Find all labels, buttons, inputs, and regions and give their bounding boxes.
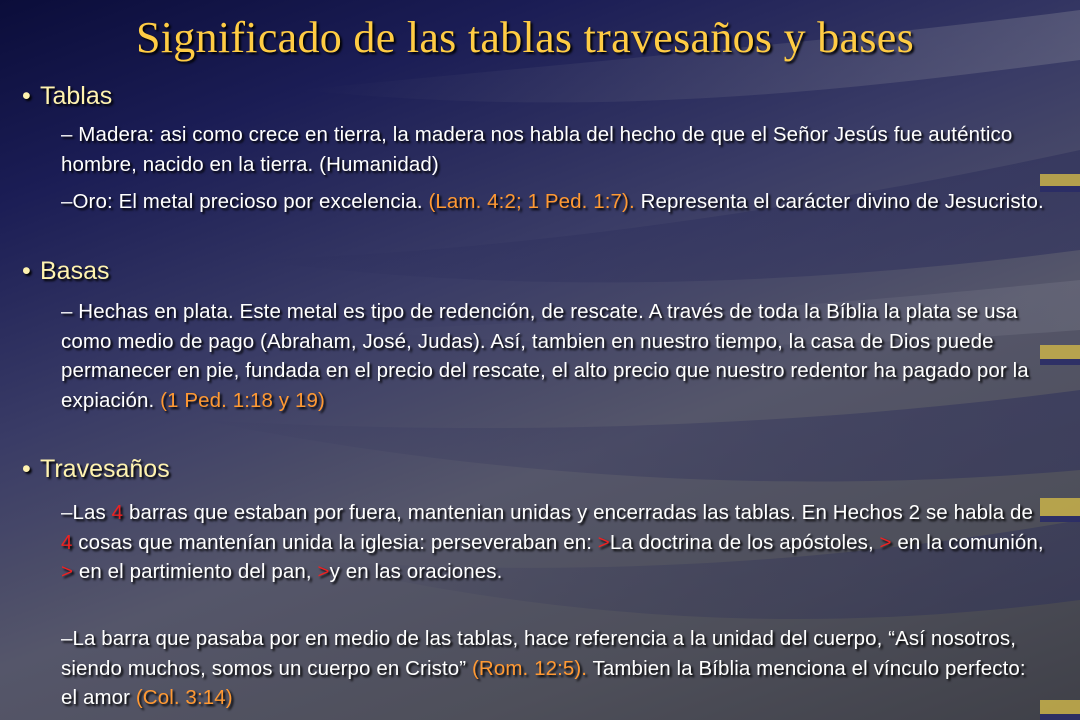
sub-text: cosas que mantenían unida la iglesia: perseveraban en:: [72, 530, 598, 554]
bullet-heading: Tablas: [40, 82, 113, 110]
slide-title: Significado de las tablas travesaños y bases: [135, 13, 915, 62]
sub-item-barras: [61, 498, 1046, 587]
bible-reference: (Lam. 4:2; 1 Ped. 1:7).: [428, 190, 635, 213]
bullet-heading: Travesaños: [40, 455, 170, 483]
highlight-text: >: [61, 560, 74, 583]
sub-item-oro: [61, 187, 1046, 217]
bullet-heading: Basas: [40, 257, 110, 285]
bullet-dot-icon: •: [22, 257, 31, 285]
sub-text: –Las: [61, 501, 112, 524]
sub-text: Representa el carácter divino de Jesucristo.: [640, 190, 1044, 213]
highlight-text: >: [317, 560, 330, 583]
bible-reference: (1 Ped. 1:18 y 19): [160, 388, 325, 412]
sub-text: – Hechas en plata. Este metal es tipo de redención, de rescate. A través de toda la Bíblia la plata se usa como medio de pago (Abraham, José, Judas). Así, tambien en nuestro tiempo, la casa de Dios puede permanecer en pie, fundada en el precio del rescate, el alto precio que nuestro redentor ha pagado por la expiación.: [61, 300, 1029, 412]
sub-text: La doctrina de los apóstoles,: [609, 530, 880, 554]
bible-reference: (Col. 3:14): [135, 686, 233, 709]
bullet-dot-icon: •: [22, 455, 31, 483]
bullet-travesanos: [22, 455, 170, 484]
sub-item-plata: [61, 297, 1046, 415]
sub-item-barra-medio: [61, 624, 1046, 713]
sub-text: –La barra que pasaba por en medio de las tablas, hace referencia a la unidad del cuerpo, “Así nosotros, siendo muchos, somos un cuerpo en Cristo”: [61, 627, 1017, 680]
highlight-text: >: [879, 530, 892, 554]
sub-text: –Oro: El metal precioso por excelencia.: [61, 190, 423, 213]
sub-text: Tambien la Bíblia menciona el vínculo perfecto: el amor: [61, 656, 1026, 709]
bullet-basas: [22, 257, 109, 286]
highlight-text: >: [597, 530, 610, 554]
sub-text: barras que estaban por fuera, mantenian unidas y encerradas las tablas. En Hechos 2 se habla de: [123, 501, 1034, 524]
sub-text: en la comunión,: [891, 530, 1044, 554]
highlight-text: 4: [111, 501, 124, 524]
bullet-tablas: [22, 82, 112, 111]
sub-text: y en las oraciones.: [329, 560, 503, 583]
bible-reference: (Rom. 12:5).: [471, 656, 588, 680]
sub-item-madera: – Madera: asi como crece en tierra, la madera nos habla del hecho de que el Señor Jesús fue auténtico hombre, nacido en la tierra. (Humanidad): [61, 123, 1013, 176]
sub-text: en el partimiento del pan,: [73, 560, 318, 583]
highlight-text: 4: [61, 530, 73, 554]
bullet-dot-icon: •: [22, 82, 31, 110]
